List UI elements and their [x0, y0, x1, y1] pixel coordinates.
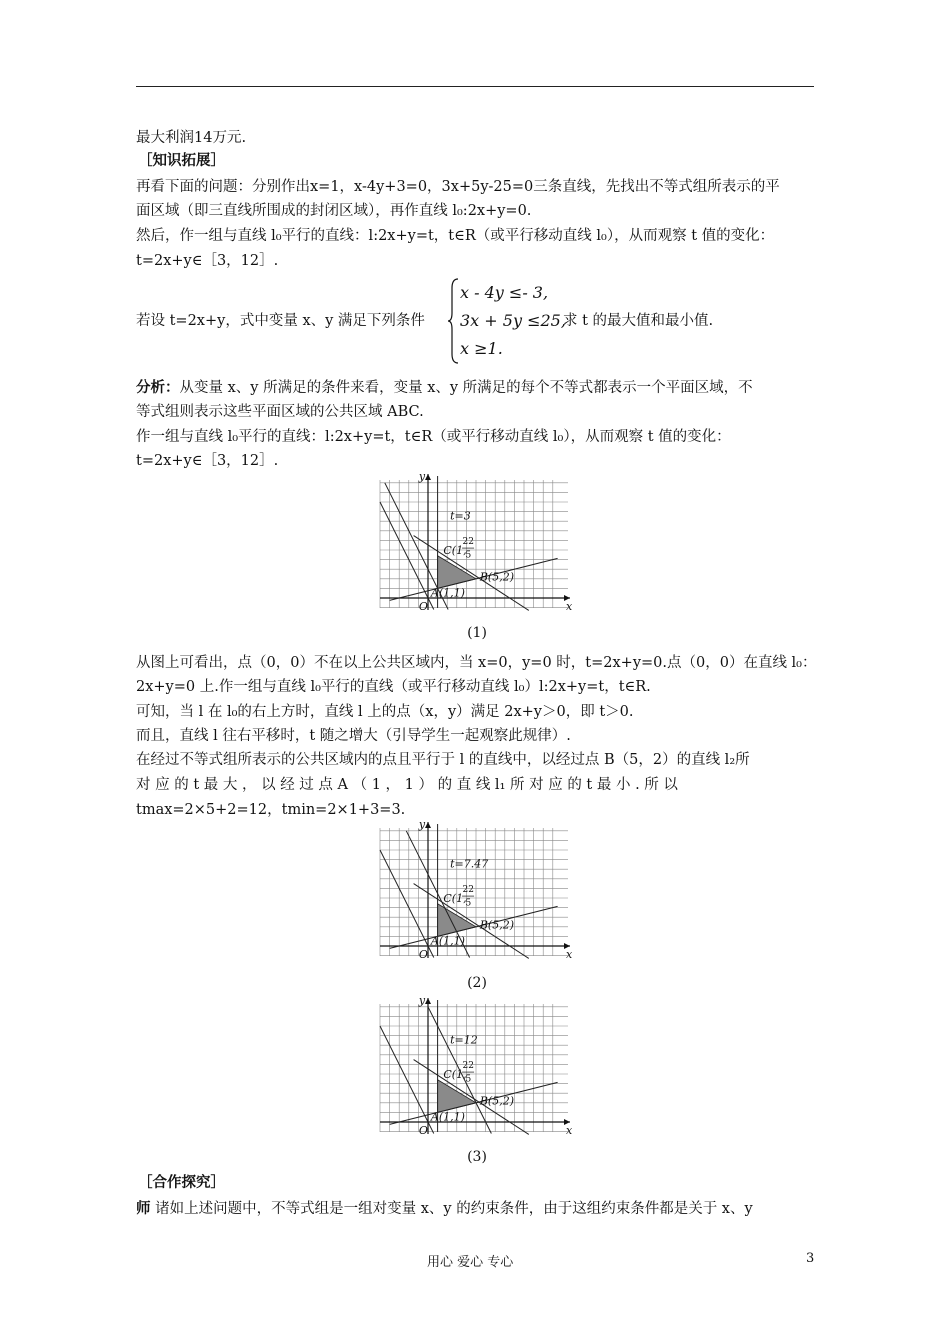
teacher-text: 诸如上述问题中，不等式组是一组对变量 x、y 的约束条件，由于这组约束条件都是关于 x、y	[150, 1201, 753, 1217]
line-x-4y-3	[390, 1082, 558, 1124]
inequality-3: x ≥1.	[460, 339, 503, 358]
teacher-paragraph	[136, 1199, 753, 1219]
analysis-text: 从变量 x、y 所满足的条件来看，变量 x、y 所满足的每个不等式都表示一个平面区域，不	[179, 380, 753, 396]
label-t: t=12	[450, 1033, 478, 1047]
label-A: A(1,1)	[430, 1110, 465, 1124]
paragraph-conclusion-line2: 对 应 的 t 最 大 ， 以 经 过 点 A （ 1 ， 1 ） 的 直 线 l₁ 所 对 应 的 t 最 小 . 所 以	[136, 777, 678, 793]
y-axis-arrow	[425, 474, 431, 480]
paragraph-conclusion-line1: 在经过不等式组所表示的公共区域内的点且平行于 l 的直线中，以经过点 B（5，2）的直线 l₂所	[136, 752, 750, 768]
line-l0	[380, 850, 434, 958]
label-x-axis: x	[566, 1124, 573, 1136]
paragraph-parallel-line1: 然后，作一组与直线 l₀平行的直线：l:2x+y=t，t∈R（或平行移动直线 l₀），从而观察 t 值的变化：	[136, 228, 775, 244]
footer-motto: 用心 爱心 专心	[427, 1255, 514, 1270]
label-A: A(1,1)	[430, 934, 465, 948]
label-C: C(1,	[443, 1067, 467, 1081]
inequality-1: x - 4y ≤- 3,	[460, 283, 549, 302]
label-origin: O	[418, 1124, 428, 1136]
label-origin: O	[418, 948, 428, 961]
paragraph-parallel-line2: t=2x+y∈［3，12］.	[136, 253, 279, 269]
label-x-axis: x	[566, 600, 573, 612]
paragraph-profit: 最大利润14万元.	[136, 130, 247, 146]
figure-3-graph	[376, 994, 576, 1136]
paragraph-conclusion-line3: tmax=2×5+2=12，tmin=2×1+3=3.	[136, 802, 406, 818]
line-x-4y-3	[390, 558, 558, 600]
label-B: B(5,2)	[479, 570, 515, 584]
y-axis-arrow	[425, 998, 431, 1004]
label-A: A(1,1)	[430, 586, 465, 600]
figure-2-caption: (2)	[467, 975, 487, 991]
heading-knowledge-extension: ［知识拓展］	[138, 152, 225, 169]
label-C-numerator: 22	[462, 537, 475, 548]
label-C-numerator: 22	[462, 1061, 475, 1072]
question-suffix: 求 t 的最大值和最小值.	[563, 313, 714, 329]
page-number: 3	[806, 1251, 815, 1266]
analysis-line1	[136, 378, 753, 398]
label-C-denominator: 5	[465, 898, 472, 909]
line-x-4y-3	[390, 906, 558, 948]
paragraph-upper-right: 可知，当 l 在 l₀的右上方时，直线 l 上的点（x，y）满足 2x+y＞0，即 t＞0.	[136, 704, 634, 720]
label-y-axis: y	[418, 994, 426, 1007]
label-y-axis: y	[418, 470, 426, 483]
label-B: B(5,2)	[479, 918, 515, 932]
question-prefix: 若设 t=2x+y，式中变量 x、y 满足下列条件	[136, 313, 425, 329]
heading-cooperative-inquiry: ［合作探究］	[138, 1174, 225, 1191]
paragraph-parallel-again-line1: 作一组与直线 l₀平行的直线：l:2x+y=t，t∈R（或平行移动直线 l₀），从而观察 t 值的变化：	[136, 429, 731, 445]
line-l0	[380, 1026, 434, 1134]
label-t: t=3	[450, 509, 471, 523]
inequality-2: 3x + 5y ≤25,	[460, 311, 566, 330]
analysis-label: 分析：	[136, 379, 180, 396]
paragraph-origin-line2: 2x+y=0 上.作一组与直线 l₀平行的直线（或平行移动直线 l₀）l:2x+y=t，t∈R.	[136, 679, 651, 695]
y-axis-arrow	[425, 822, 431, 828]
label-origin: O	[418, 600, 428, 612]
figure-3-caption: (3)	[467, 1149, 487, 1165]
label-C: C(1,	[443, 891, 467, 905]
paragraph-origin-line1: 从图上可看出，点（0，0）不在以上公共区域内，当 x=0，y=0 时，t=2x+y=0.点（0，0）在直线 l₀：	[136, 655, 817, 671]
teacher-label: 师	[136, 1200, 151, 1217]
figure-1-graph	[376, 470, 576, 612]
paragraph-problem-line1: 再看下面的问题：分别作出x=1，x-4y+3=0，3x+5y-25=0三条直线，先找出不等式组所表示的平	[136, 179, 780, 195]
label-C-denominator: 5	[465, 1074, 472, 1085]
label-C-numerator: 22	[462, 885, 475, 896]
label-y-axis: y	[418, 818, 426, 831]
figure-2-graph	[376, 818, 576, 964]
label-C: C(1,	[443, 543, 467, 557]
paragraph-translate-right: 而且，直线 l 往右平移时，t 随之增大（引导学生一起观察此规律）.	[136, 728, 571, 744]
label-B: B(5,2)	[479, 1094, 515, 1108]
analysis-line2: 等式组则表示这些平面区域的公共区域 ABC.	[136, 404, 424, 420]
line-l0	[380, 502, 434, 610]
label-x-axis: x	[566, 948, 573, 961]
label-C-denominator: 5	[465, 550, 472, 561]
header-rule	[136, 86, 814, 87]
figure-1-caption: (1)	[467, 625, 487, 641]
paragraph-problem-line2: 面区域（即三直线所围成的封闭区域），再作直线 l₀:2x+y=0.	[136, 203, 532, 219]
paragraph-parallel-again-line2: t=2x+y∈［3，12］.	[136, 453, 279, 469]
label-t: t=7.47	[450, 857, 489, 871]
